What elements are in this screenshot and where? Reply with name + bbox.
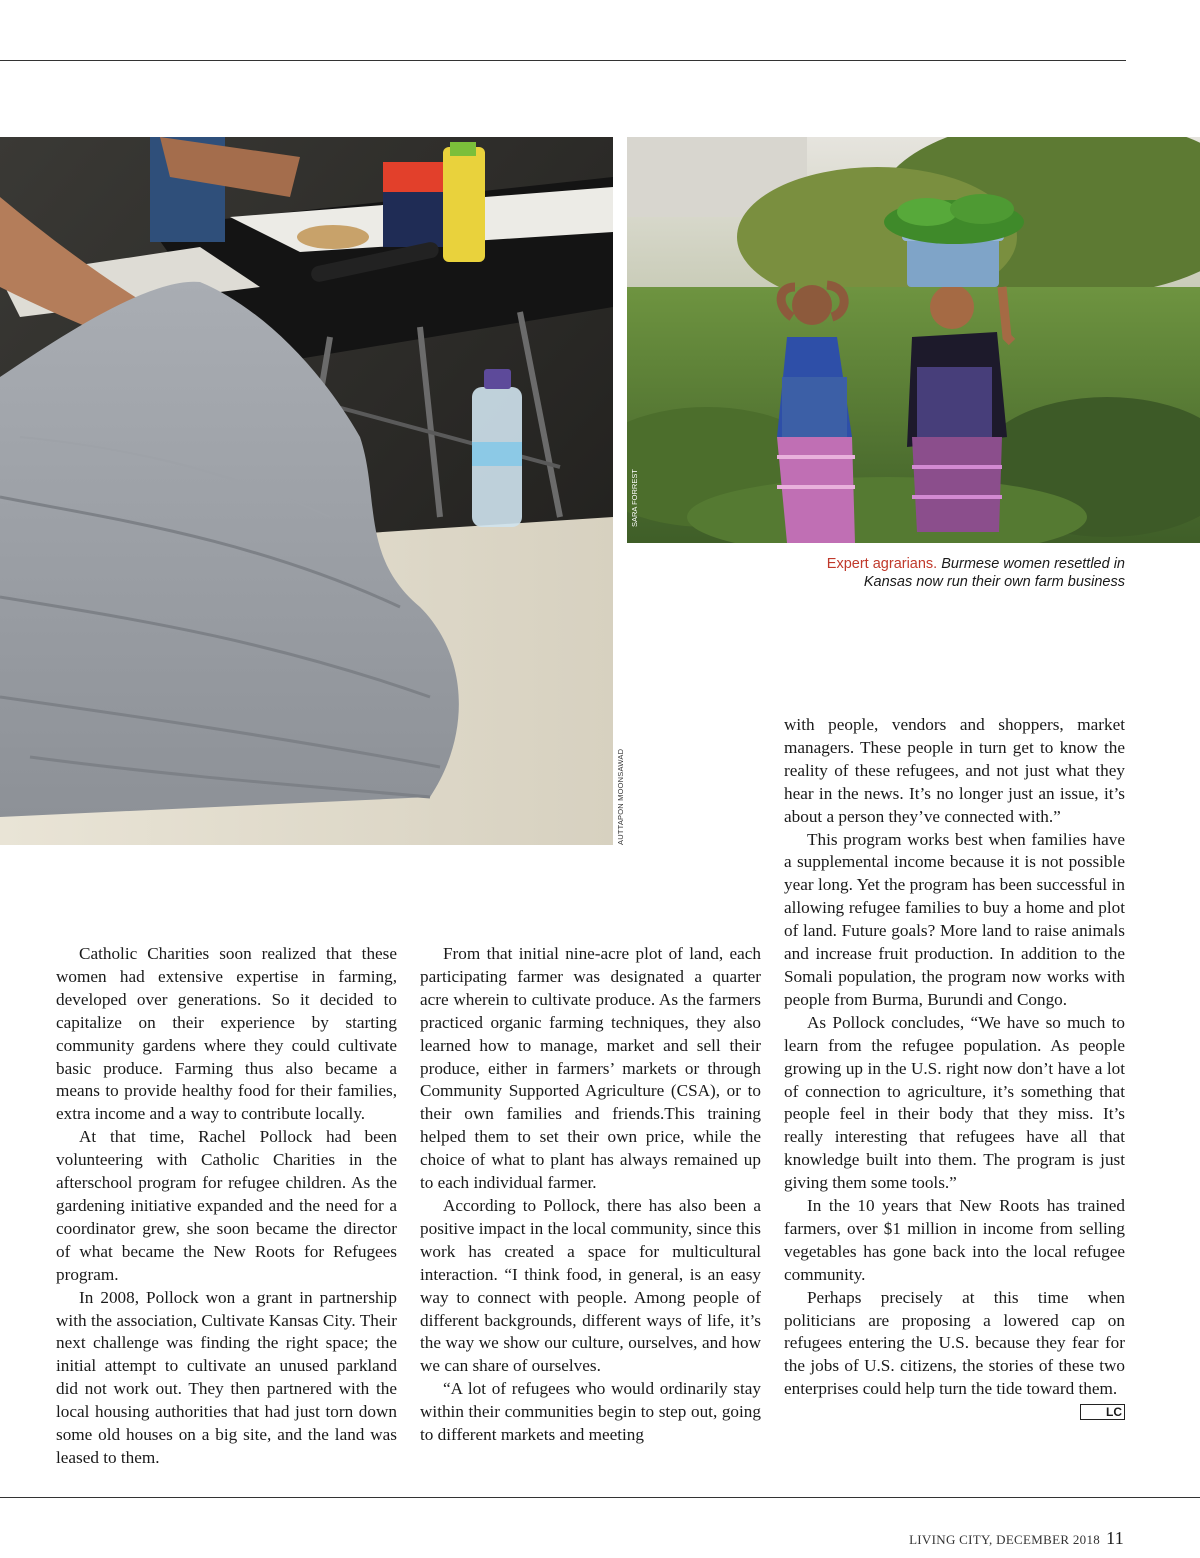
- page-footer: [909, 1528, 1124, 1549]
- paragraph: From that initial nine-acre plot of land, each participating farmer was designated a quarter acre wherein to cultivate produce. As the farmers practiced organic farming techniques, they also learned how to manage, market and sell their produce, either in farmers’ markets or through Community Supported Agriculture (CSA), or to their own families and friends.This training helped them to set their own price, while the choice of what to plant has always remained up to each individual farmer.: [420, 944, 761, 1193]
- photo-credit-right: SARA FORREST: [630, 469, 639, 527]
- page-number: 11: [1106, 1528, 1124, 1548]
- paragraph: This program works best when families have a supplemental income because it is not possible year long. Yet the program has been successful in allowing refugee families to buy a home and plot of land. Future goals? More land to raise animals and increase fruit production. In addition to the Somali population, the program now works with people from Burma, Burundi and Congo.: [784, 829, 1125, 1009]
- paragraph-text: Perhaps precisely at this time when politicians are proposing a lowered cap on refugees entering the U.S. because they fear for the jobs of U.S. citizens, the stories of these two enterprises could help turn the tide toward them.: [784, 1287, 1125, 1399]
- photo-caption: [825, 555, 1125, 591]
- article-column-3: [784, 714, 1125, 1420]
- paragraph-last: [784, 1287, 1125, 1420]
- top-rule: [0, 60, 1126, 61]
- paragraph: According to Pollock, there has also been a positive impact in the local community, since this work has created a space for multicultural interaction. “I think food, in general, is an easy way to connect with people. Among people of different backgrounds, different ways of life, it’s the way we show our culture, ourselves, and how we can share of ourselves.: [420, 1195, 761, 1376]
- paragraph: “A lot of refugees who would ordinarily stay within their communities begin to step out, going to different markets and meeting: [420, 1379, 761, 1445]
- photo-tshirts: [0, 137, 613, 845]
- photo-farm-women: [627, 137, 1200, 543]
- paragraph: In the 10 years that New Roots has trained farmers, over $1 million in income from selling vegetables has gone back into the local refugee community.: [784, 1196, 1125, 1284]
- article-column-1: [56, 943, 397, 1470]
- article-column-2: [420, 943, 761, 1447]
- paragraph: Catholic Charities soon realized that these women had extensive expertise in farming, developed over generations. So it decided to capitalize on their experience by starting community gardens where they could cultivate basic produce. Farming thus also became a means to provide healthy food for their families, extra income and a way to contribute locally.: [56, 944, 397, 1124]
- caption-body: Burmese women resettled in Kansas now run their own farm business: [863, 556, 1125, 590]
- bottom-rule: [0, 1497, 1200, 1498]
- end-mark-logo: LC: [1080, 1404, 1125, 1420]
- paragraph: with people, vendors and shoppers, market managers. These people in turn get to know the reality of these refugees, and not just what they hear in the news. It’s no longer just an issue, it’s about a person they’ve connected with.”: [784, 715, 1125, 826]
- publication-name: LIVING CITY, DECEMBER 2018: [909, 1532, 1101, 1547]
- caption-head: Expert agrarians.: [826, 556, 938, 572]
- paragraph: As Pollock concludes, “We have so much to learn from the refugee population. As people growing up in the U.S. right now don’t have a lot of connection to agriculture, it’s something that people feel in their body that they miss. It’s really interesting that refugees have all that knowledge built into them. The program is just giving them some tools.”: [784, 1012, 1125, 1193]
- paragraph: In 2008, Pollock won a grant in partnership with the association, Cultivate Kansas City. Their next challenge was finding the right space; the initial attempt to cultivate an unused parkland did not work out. They then partnered with the local housing authorities that had just torn down some old houses on a big site, and the land was leased to them.: [56, 1287, 397, 1467]
- photo-credit-left: AUTTAPON MOONSAWAD: [616, 748, 625, 845]
- paragraph: At that time, Rachel Pollock had been volunteering with Catholic Charities in the afterschool program for refugee children. As the gardening initiative expanded and the need for a coordinator grew, she soon became the director of what became the New Roots for Refugees program.: [56, 1127, 397, 1284]
